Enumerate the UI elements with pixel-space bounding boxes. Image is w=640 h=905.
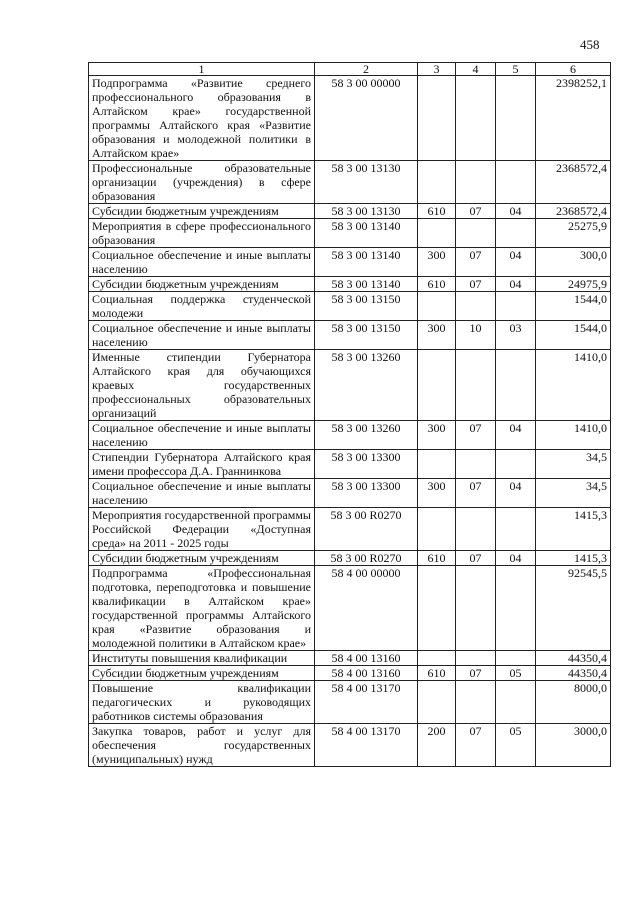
cell-c5: 04 xyxy=(496,277,536,292)
cell-c5 xyxy=(496,681,536,724)
cell-c3: 300 xyxy=(418,248,456,277)
cell-c5 xyxy=(496,161,536,204)
table-row xyxy=(89,248,611,277)
cell-amount: 92545,5 xyxy=(536,566,611,651)
table-row xyxy=(89,724,611,767)
cell-code: 58 4 00 13170 xyxy=(315,681,418,724)
cell-c5: 03 xyxy=(496,321,536,350)
table-row xyxy=(89,651,611,666)
cell-c5 xyxy=(496,651,536,666)
cell-c3: 300 xyxy=(418,321,456,350)
cell-name: Профессиональные образовательные организации (учреждения) в сфере образования xyxy=(89,161,315,204)
cell-name: Мероприятия в сфере профессионального образования xyxy=(89,219,315,248)
cell-c4: 07 xyxy=(456,204,496,219)
cell-amount: 2368572,4 xyxy=(536,204,611,219)
cell-name: Социальное обеспечение и иные выплаты населению xyxy=(89,321,315,350)
header-col-4: 4 xyxy=(456,63,496,76)
cell-code: 58 3 00 13130 xyxy=(315,161,418,204)
header-col-5: 5 xyxy=(496,63,536,76)
cell-c5 xyxy=(496,350,536,421)
cell-c5 xyxy=(496,219,536,248)
table-row xyxy=(89,479,611,508)
cell-amount: 34,5 xyxy=(536,450,611,479)
table-row xyxy=(89,292,611,321)
cell-c5 xyxy=(496,450,536,479)
header-col-6: 6 xyxy=(536,63,611,76)
cell-c3 xyxy=(418,76,456,161)
cell-c3 xyxy=(418,681,456,724)
cell-c4 xyxy=(456,219,496,248)
cell-code: 58 3 00 13140 xyxy=(315,219,418,248)
cell-name: Субсидии бюджетным учреждениям xyxy=(89,666,315,681)
cell-c5 xyxy=(496,292,536,321)
table-row xyxy=(89,219,611,248)
cell-name: Социальное обеспечение и иные выплаты населению xyxy=(89,479,315,508)
cell-c4 xyxy=(456,681,496,724)
cell-c3 xyxy=(418,161,456,204)
cell-c3 xyxy=(418,350,456,421)
table-row xyxy=(89,421,611,450)
cell-code: 58 3 00 13260 xyxy=(315,421,418,450)
cell-c5: 04 xyxy=(496,248,536,277)
table-row xyxy=(89,508,611,551)
cell-name: Мероприятия государственной программы Российской Федерации «Доступная среда» на 2011 - 2025 годы xyxy=(89,508,315,551)
cell-code: 58 3 00 13140 xyxy=(315,248,418,277)
table-row xyxy=(89,204,611,219)
table-row xyxy=(89,76,611,161)
table-row xyxy=(89,566,611,651)
cell-name: Социальное обеспечение и иные выплаты населению xyxy=(89,421,315,450)
cell-code: 58 3 00 R0270 xyxy=(315,508,418,551)
cell-name: Субсидии бюджетным учреждениям xyxy=(89,277,315,292)
cell-c3: 300 xyxy=(418,421,456,450)
cell-amount: 44350,4 xyxy=(536,651,611,666)
cell-amount: 44350,4 xyxy=(536,666,611,681)
budget-table xyxy=(88,62,611,767)
cell-amount: 1544,0 xyxy=(536,292,611,321)
cell-c4 xyxy=(456,350,496,421)
page-number: 458 xyxy=(580,37,600,52)
table-row xyxy=(89,161,611,204)
cell-c5 xyxy=(496,508,536,551)
cell-c3: 610 xyxy=(418,277,456,292)
cell-c4: 07 xyxy=(456,277,496,292)
cell-amount: 1410,0 xyxy=(536,421,611,450)
table-row xyxy=(89,551,611,566)
cell-c4: 07 xyxy=(456,724,496,767)
cell-name: Субсидии бюджетным учреждениям xyxy=(89,551,315,566)
cell-c5: 04 xyxy=(496,479,536,508)
header-col-2: 2 xyxy=(315,63,418,76)
cell-code: 58 3 00 00000 xyxy=(315,76,418,161)
table-header-row xyxy=(89,63,611,76)
cell-c5: 05 xyxy=(496,724,536,767)
cell-code: 58 4 00 13160 xyxy=(315,666,418,681)
cell-c3: 610 xyxy=(418,551,456,566)
cell-c4: 07 xyxy=(456,421,496,450)
cell-name: Подпрограмма «Развитие среднего профессионального образования в Алтайском крае» государственной программы Алтайского края «Развитие образования и молодежной политики в Алтайском крае» xyxy=(89,76,315,161)
cell-c4: 07 xyxy=(456,248,496,277)
table-row xyxy=(89,321,611,350)
cell-amount: 1544,0 xyxy=(536,321,611,350)
cell-amount: 8000,0 xyxy=(536,681,611,724)
header-col-1: 1 xyxy=(89,63,315,76)
cell-code: 58 3 00 13300 xyxy=(315,479,418,508)
cell-amount: 1410,0 xyxy=(536,350,611,421)
cell-c4 xyxy=(456,76,496,161)
cell-code: 58 4 00 13170 xyxy=(315,724,418,767)
cell-name: Социальная поддержка студенческой молодежи xyxy=(89,292,315,321)
cell-name: Повышение квалификации педагогических и руководящих работников системы образования xyxy=(89,681,315,724)
cell-name: Именные стипендии Губернатора Алтайского края для обучающихся краевых государственных профессиональных образовательных организаций xyxy=(89,350,315,421)
table-row xyxy=(89,681,611,724)
cell-c3: 200 xyxy=(418,724,456,767)
cell-name: Стипендии Губернатора Алтайского края имени профессора Д.А. Граннинкова xyxy=(89,450,315,479)
cell-c4 xyxy=(456,566,496,651)
cell-c5 xyxy=(496,76,536,161)
cell-amount: 1415,3 xyxy=(536,551,611,566)
cell-c4 xyxy=(456,292,496,321)
cell-c4: 07 xyxy=(456,479,496,508)
cell-name: Закупка товаров, работ и услуг для обеспечения государственных (муниципальных) нужд xyxy=(89,724,315,767)
cell-c3 xyxy=(418,651,456,666)
table-row xyxy=(89,450,611,479)
cell-code: 58 3 00 13140 xyxy=(315,277,418,292)
cell-c5: 04 xyxy=(496,421,536,450)
table-row xyxy=(89,350,611,421)
cell-amount: 2368572,4 xyxy=(536,161,611,204)
cell-c4 xyxy=(456,651,496,666)
cell-code: 58 3 00 13260 xyxy=(315,350,418,421)
cell-c4 xyxy=(456,508,496,551)
cell-c4: 07 xyxy=(456,666,496,681)
cell-c3 xyxy=(418,292,456,321)
cell-code: 58 4 00 00000 xyxy=(315,566,418,651)
cell-code: 58 3 00 13300 xyxy=(315,450,418,479)
cell-amount: 1415,3 xyxy=(536,508,611,551)
cell-c5 xyxy=(496,566,536,651)
cell-amount: 2398252,1 xyxy=(536,76,611,161)
cell-code: 58 4 00 13160 xyxy=(315,651,418,666)
table-row xyxy=(89,277,611,292)
cell-code: 58 3 00 13130 xyxy=(315,204,418,219)
cell-c3: 610 xyxy=(418,666,456,681)
cell-amount: 25275,9 xyxy=(536,219,611,248)
cell-amount: 300,0 xyxy=(536,248,611,277)
cell-c4: 10 xyxy=(456,321,496,350)
cell-c3: 300 xyxy=(418,479,456,508)
table-body xyxy=(89,63,611,767)
cell-name: Подпрограмма «Профессиональная подготовка, переподготовка и повышение квалификации в Алтайском крае» государственной программы Алтайского края «Развитие образования и молодежной политики в Алтайском крае» xyxy=(89,566,315,651)
cell-name: Социальное обеспечение и иные выплаты населению xyxy=(89,248,315,277)
cell-amount: 3000,0 xyxy=(536,724,611,767)
table-row xyxy=(89,666,611,681)
cell-name: Субсидии бюджетным учреждениям xyxy=(89,204,315,219)
cell-amount: 24975,9 xyxy=(536,277,611,292)
cell-code: 58 3 00 13150 xyxy=(315,292,418,321)
cell-amount: 34,5 xyxy=(536,479,611,508)
cell-c4: 07 xyxy=(456,551,496,566)
cell-code: 58 3 00 R0270 xyxy=(315,551,418,566)
cell-c3 xyxy=(418,508,456,551)
cell-c3 xyxy=(418,450,456,479)
cell-c4 xyxy=(456,161,496,204)
cell-c5: 04 xyxy=(496,551,536,566)
cell-c4 xyxy=(456,450,496,479)
cell-c3 xyxy=(418,219,456,248)
cell-code: 58 3 00 13150 xyxy=(315,321,418,350)
cell-name: Институты повышения квалификации xyxy=(89,651,315,666)
cell-c3: 610 xyxy=(418,204,456,219)
cell-c5: 04 xyxy=(496,204,536,219)
header-col-3: 3 xyxy=(418,63,456,76)
cell-c5: 05 xyxy=(496,666,536,681)
cell-c3 xyxy=(418,566,456,651)
